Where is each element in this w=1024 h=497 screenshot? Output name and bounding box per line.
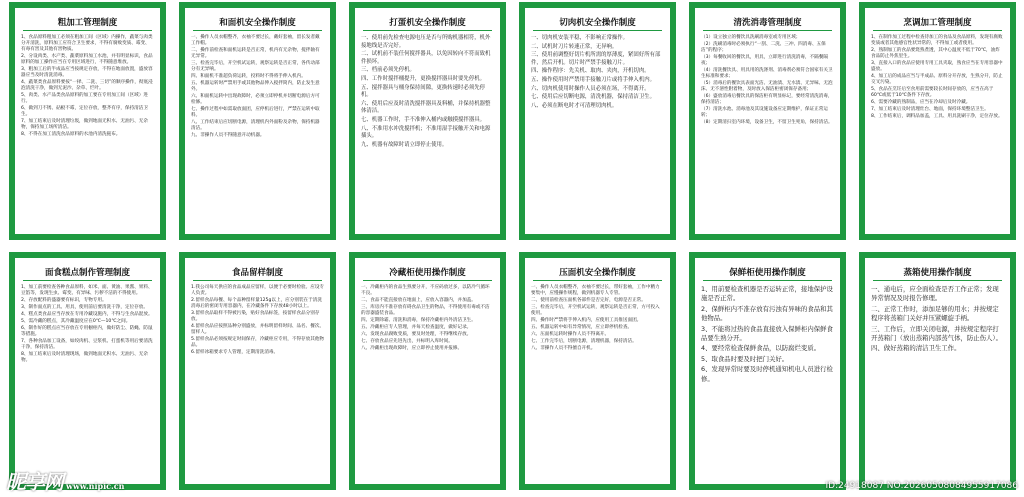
rule-line: 三、使用前调整好切片机所需的厚薄度，紧固好所有部件，然后开机。切片时严禁手接触刀片。 [531, 52, 661, 66]
rule-line: 三、检查完毕后，开空机试运转，观察运转是否正常，方可投入使用。 [531, 305, 660, 316]
card-fresh-cabinet [689, 252, 846, 490]
rule-line: 六、和面机运转中出现故障时，必须立即停机并切断电源后方可检修。 [191, 94, 320, 105]
rule-line: 三、检查完毕后，开空机试运转，观察运转是否正常，各传动部分有无异响。 [191, 61, 320, 72]
rule-line: 二、试机前不装任何搅拌器具，以免因转向不符而致机件损坏。 [361, 51, 491, 65]
poster-grid [9, 2, 1017, 492]
card-food-sample [179, 252, 336, 490]
rule-line: 五、机器运转时严禁用手或其他物品伸入搅拌筒内，防止发生意外。 [191, 81, 320, 92]
rule-line: （6）盛放消毒后餐饮具的保洁柜有明显标记，要经常清洗消毒，保持清洁； [701, 94, 833, 105]
card-egg-beater [349, 2, 506, 240]
rule-line: 四、操作程序：先关机、取肉、夹肉，开机切肉。 [531, 68, 650, 75]
rule-line: 6、发现异常时要及时停机通知机电人员进行检修。 [701, 365, 833, 383]
card-body [191, 285, 324, 356]
card-title: 面食糕点制作管理制度 [23, 262, 152, 281]
rule-line: 七、机器工作时，手不准伸入桶内或触摸搅拌器具。 [361, 116, 485, 123]
rule-line: 二、操作前检查和面机运转是否正常，机内有无杂物，搅拌轴有无异常。 [191, 48, 320, 59]
rule-line: 1.我公司每天供应的食品成品应留样，以便于必要时检验。应设专人负责。 [191, 285, 325, 296]
rule-line: 五、操作使用时严禁用手接触刀片或将手伸入机内。 [531, 76, 655, 83]
card-cooking-processing [859, 2, 1016, 240]
rule-line: 六、切肉机使用时操作人员必须在场，不得离开。 [531, 85, 650, 92]
card-body [21, 35, 154, 138]
rule-line: 八、不准用水冲洗搅拌机；不准用湿手接触开关和电源插头。 [361, 125, 491, 140]
rule-line: 二、食品不能直接放在地面上，应放入容器内，并加盖。 [361, 298, 476, 303]
rule-line: 3、制作面点的工具、用具，使用前后要清洗干净，定位存放。 [21, 305, 148, 310]
watermark-logo: 昵享网 www.nipic.cn [6, 470, 125, 494]
card-title: 保鲜柜使用操作制度 [703, 262, 832, 281]
rule-line: （3）每餐收回的餐饮具，用具，立即进行清洗消毒，不隔餐隔夜； [701, 55, 828, 66]
rule-line: 四、和面机不准超负荷运转，投料时不得将手伸入机内。 [191, 74, 306, 79]
rule-line: 6、做到刀不锈、砧板不霉，定位存放，整齐有序，保持清洁卫生。 [21, 106, 148, 117]
rule-line: 五、机器运转中如有异常情况，应立即停机检查。 [531, 325, 633, 330]
card-title: 切肉机安全操作制度 [533, 12, 662, 31]
rule-line: 5.留样食品必须按规定时间保存，冷藏柜应专用，不得存放其他物品。 [191, 337, 325, 348]
rule-line: 6、需要冷藏的熟制品，应当在冷却后及时冷藏。 [871, 100, 971, 105]
rule-line: 二、使用前检查压面机各部件是否完好，电源是否正常。 [531, 298, 646, 303]
rule-line: 8、工作结束后，调料品加盖，工具、用具洗刷干净，定位存放。 [871, 114, 1003, 119]
card-cleaning-disinfection [689, 2, 846, 240]
rule-line: 九、机器有故障时请立即停止使用。 [361, 141, 448, 148]
rule-line: 2、熟制加工的食品要烧熟煮透，其中心温度不低于70℃，油炸食品防止外焦里生。 [871, 48, 1000, 59]
rule-line: （1）设立独立的餐饮具洗刷消毒室或专用区域； [701, 35, 801, 40]
rule-line: 5、需冷藏的糕点，其冷藏温度应在0℃—10℃之间。 [21, 319, 131, 324]
rule-line: 7、各种食品加工设备，如绞肉机、豆浆机、打蛋机等用后要清洗干净，保持清洁。 [21, 339, 153, 350]
rule-line: 三、工作后，立即关闭电源，并按规定程序打开蒸箱门（放出蒸箱内部蒸气体，防止伤人）。 [871, 324, 1003, 343]
rule-line: 3、粗加工后的半成品应当按规定存放，不得在地面放置，盛放容器应当及时清洗消毒。 [21, 67, 153, 78]
rule-line: 2、存放配料的盛器要有标识，专物专用。 [21, 298, 107, 303]
rule-line: 8、不得在加工清洗食品原料的水池内清洗拖布。 [21, 132, 121, 137]
rule-line: 3.留样食品取样不得被污染，贴好食品标签，按留样食品分别存放。 [191, 311, 320, 322]
rule-line: 四、定期除霜、清洗和消毒，保持冷藏柜内外清洁卫生。 [361, 318, 476, 323]
rule-line: 1、加工前要检查各种食品原料，如米、面、黄油、果酱、果料、豆馅等，发现生虫、霉变、有异味、污秽不洁的不得使用。 [21, 285, 153, 296]
rule-line: 4、加工后的成品应当与半成品、原料分开存放，生熟分开，防止交叉污染。 [871, 74, 1003, 85]
rule-line: 五、冷藏柜应专人管理，并每天检查温度，做好记录。 [361, 325, 472, 330]
rule-line: 4、要经常检查保鲜食品，以防腐烂变质。 [701, 344, 821, 353]
card-body [701, 35, 834, 126]
rule-line: 4、蔬菜类食品原料要按“一择、二洗、三切”的顺序操作，彻底浸泡清洗干净，做到无泥沙、杂草、烂叶。 [21, 80, 153, 91]
card-body [701, 285, 834, 384]
card-body [871, 35, 1004, 120]
rule-line: 六、发现食品腐败变质，要及时处理，不得继续存放。 [361, 332, 472, 337]
watermark-id: ID:24918087 NO:20260508084955917086 [825, 481, 1018, 491]
rule-line: 四、操作时严禁将手伸入机内，应使用工具推送面团。 [531, 318, 642, 323]
rule-line: 3、直接入口的食品应使用专用工具夹取，熟食应当在专用容器中盛放。 [871, 61, 1003, 72]
rule-line: 1、食品原料粗加工必须在粗加工间（区域）内操作，蔬菜与肉类分开清洗，原料加工应符合卫生要求，不得有腐败变质、霉变、有毒有害及其他有害物质。 [21, 35, 153, 52]
rule-line: 七、存放食品应先进先出，并标明入库时间。 [361, 339, 453, 344]
rule-line: 6、制作好的糕点应当存放在专用橱柜内，做好防尘、防蝇、防鼠等措施。 [21, 326, 153, 337]
card-body [871, 285, 1004, 354]
rule-line: 八、非操作人员不得擅自开机。 [531, 346, 596, 351]
rule-line: 二、试机时刀片转速正常，无异响。 [531, 43, 618, 50]
rule-line: 7、加工结束后及时清理灶台、地面，保持环境整洁卫生。 [871, 107, 989, 112]
card-body [531, 285, 664, 352]
watermark-site: www.nipic.cn [66, 481, 125, 491]
card-dough-mixer [179, 2, 336, 240]
card-body [531, 35, 664, 110]
rule-line: 7、加工结束后及时清理垃圾，做到地面无积水、无油污、无杂物，保持加工场所清洁。 [21, 119, 148, 130]
rule-line: 六、压面机运转时操作人员不得离开。 [531, 332, 610, 337]
card-body [361, 35, 494, 149]
rule-line: 4.留样食品应按照品种分别盛放，并标明留样时间、品名、餐次、留样人。 [191, 324, 325, 335]
rule-line: 三、库房内不准存放有碍食品卫生的物品，不得使用有毒或不洁的容器盛装食品。 [361, 305, 490, 316]
rule-line: 1、用前要检查机器是否运转正常，接地保护设施是否正常。 [701, 285, 833, 303]
rule-line: 三、档前必须先停机。 [361, 67, 415, 74]
card-body [21, 285, 154, 364]
card-title: 和面机安全操作制度 [193, 12, 322, 31]
card-rough-processing [9, 2, 166, 240]
rule-line: （5）消毒后的餐饮具表面光洁、无油渍、无水渍、无异味、无泡沫、无不溶性附着物，及时放入保洁柜密闭保存备用； [701, 81, 833, 92]
card-title: 压面机安全操作制度 [533, 262, 662, 281]
rule-line: 八、必须在断电时才可清理切肉机。 [531, 102, 618, 109]
rule-line: 5、取食品时要及时把门关好。 [701, 354, 789, 363]
rule-line: （7）清洗水池、消毒池及其设施设备应定期维护，保证正常运转； [701, 107, 828, 118]
card-refrigerator [349, 252, 506, 490]
card-meat-slicer [519, 2, 676, 240]
rule-line: 七、使用后应切断电源，清洗机器，保持清洁卫生。 [531, 94, 655, 101]
card-title: 蒸箱使用操作制度 [873, 262, 1002, 281]
rule-line: 八、冷藏柜出现故障时，应立即停止使用并报修。 [361, 346, 463, 351]
rule-line: 九、非操作人员不得随意开动机器。 [191, 133, 265, 138]
rule-line: 五、搅拌器具与桶身保持间隙，更换转速时必须先停机。 [361, 84, 485, 99]
rule-line: 七、工作完毕后，切断电源，清理机器，保持清洁。 [531, 339, 637, 344]
rule-line: 4、糕点类食品应当存放在专用冷藏设施内，不得与生食品混放。 [21, 312, 153, 317]
card-pastry-making [9, 252, 166, 490]
rule-line: 5、食品在烹饪后至食用前需要较长时间存放的，应当在高于60℃或低于10℃条件下存放。 [871, 87, 994, 98]
rule-line: 八、工作结束后应切断电源，清理机内外面粉及杂物，保持机器清洁。 [191, 120, 320, 131]
card-title: 打蛋机安全操作制度 [363, 12, 492, 31]
card-body [191, 35, 324, 139]
card-steamer [859, 252, 1016, 490]
rule-line: 5、肉类、水产品类食品原料的加工要在专用加工间（区域）进行。 [21, 93, 148, 104]
rule-line: 一、使用前先检查电源电压是否与所购机器相符，机外接地线是否完好。 [361, 35, 491, 49]
rule-line: 6.留样冰箱要求专人管理，定期清洗消毒。 [191, 350, 279, 355]
rule-line: 2.留样食品每餐、每个品种留样量125g以上，应分别装在于清洗消毒后的密闭专用容器内，在冷藏条件下存放48小时以上。 [191, 298, 322, 309]
card-title: 烹调加工管理制度 [873, 12, 1002, 31]
rule-line: 四、做好蒸箱的清洁卫生工作。 [871, 344, 961, 353]
card-title: 清洗消毒管理制度 [703, 12, 832, 31]
card-title: 粗加工管理制度 [23, 12, 152, 31]
card-title: 冷藏柜使用操作制度 [363, 262, 492, 281]
rule-line: 8、加工结束后及时清理现场，做到地面无积水、无油污、无杂物。 [21, 352, 148, 363]
rule-line: 2、保鲜柜内不准存放有污浊有异味的食品和其他物品。 [701, 304, 833, 323]
rule-line: 一、操作人员衣帽整齐，衣袖不要过长，戴好套袖，留长发者戴工作帽。 [191, 35, 320, 46]
card-noodle-press [519, 252, 676, 490]
rule-line: 六、使用后应及时清洗搅拌器具及料桶，并保持机器整体清洁。 [361, 100, 491, 115]
rule-line: 七、操作过程中如需取放面团，应停机后进行，严禁在运转中取料。 [191, 107, 320, 118]
card-title: 食品留样制度 [193, 262, 322, 281]
rule-line: 3、不能将过热的食品直接放入保鲜柜内保鲜食品要生熟分开。 [701, 324, 833, 343]
rule-line: （4）清洗餐饮具、用具用的洗涤剂、消毒剂必须符合国家有关卫生标准和要求； [701, 68, 833, 79]
rule-line: （2）洗刷消毒时必须执行“一刮、二洗、三冲、四消毒、五保洁”的程序； [701, 42, 826, 53]
rule-line: 一、冷藏柜内的食品生熟要分开，不应码放过多，以防冷气循环不良。 [361, 285, 490, 296]
rule-line: 一、切肉机安装平稳，不影响正常操作。 [531, 35, 629, 41]
card-body [361, 285, 494, 352]
rule-line: 一、操作人员衣帽整齐，衣袖不要过长，带好套袖，工作中精力要集中，应慢操作规程，做到机器专人专管。 [531, 285, 660, 296]
rule-line: 二、正常工作时，添加足够的用水；并按规定程序将蒸箱门关好并压紧螺旋手柄。 [871, 304, 999, 323]
rule-line: （8）定期清扫室内环境，设备卫生，不留卫生死角，保持清洁。 [701, 120, 833, 125]
rule-line: 1、在制作加工过程中检查待加工的食品及食品原料，发现有腐败变质或者其他感官性状异常的，不得加工或者使用。 [871, 35, 1003, 46]
rule-line: 2、分设肉类、水产类、蔬菜原料加工水池，并有明显标识，食品原料的加工操作应当在专用区域进行，不得随意堆放。 [21, 54, 153, 65]
rule-line: 四、工作时搅拌桶提升，更换搅拌器具时要先停机。 [361, 75, 485, 82]
rule-line: 一、通电后，应全面检查是否工作正常；发现异常情况及时报告修理。 [871, 285, 999, 303]
